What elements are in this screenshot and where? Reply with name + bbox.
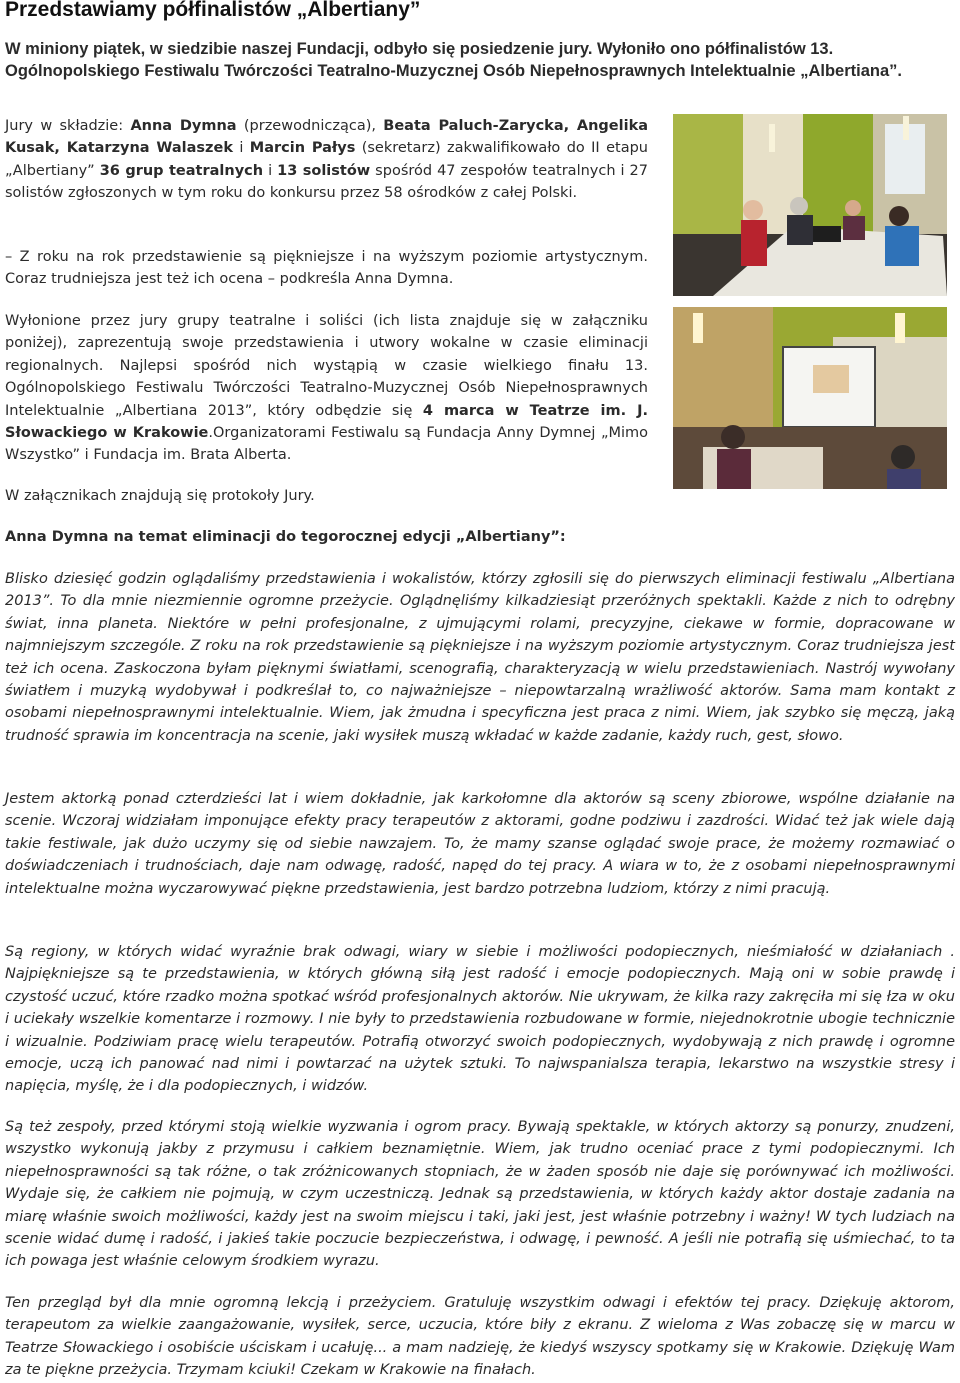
statement-paragraph-2: Jestem aktorką ponad czterdzieści lat i wiem dokładnie, jak karkołomne dla aktorów są sceny zbiorowe, wspólne działanie na scenie. Wczoraj widziałam imponujące efekty pracy terapeutów z aktorami, godne podziwu i zazdrości. Widać też jak wiele dają takie festiwale, jak dużo uczymy się od siebie nawzajem. To, że mamy szanse oglądać swoje prace, że możemy rozmawiać o doświadczeniach i trudnościach, daje nam odwagę, radość, napęd do tej pracy. A wiara w to, że z osobami niepełnosprawnymi intelektualne można wyczarowywać piękne przedstawienia, jest bardzo potrzebna ludziom, którzy z nimi pracują. [5,791,955,897]
statement-paragraph-5: Ten przegląd był dla mnie ogromną lekcją i przeżyciem. Gratuluję wszystkim odwagi i efektów tej pracy. Dziękuję aktorom, terapeutom za wielkie zaangażowanie, wysiłek, serce, uczucia, które biły z ekranu. Z wieloma z Was zobaczę się w marcu w Teatrze Słowackiego i osobiście uściskam i ucałuję... a mam nadzieję, że kiedyś wszyscy spotkamy się w Krakowie. Dziękuję Wam za te piękne przeżycia. Trzymam kciuki! Czekam w Krakowie na finałach. [5,1295,955,1379]
statement-paragraph-3: Są regiony, w których widać wyraźnie brak odwagi, wiary w siebie i możliwości podopiecznych, nieśmiałość w działaniach . Najpiękniejsze są te przedstawienia, w których główną siłą jest radość i emocje podopiecznych. Mają oni w sobie prawdę i czystość uczuć, które rzadko można spotkać wśród profesjonalnych aktorów. Nie ukrywam, że kilka razy zakręciła mi się łza w oku i uciekały wszelkie komentarze i rozmowy. I nie były to przedstawienia rozbudowane w formie, niejednokrotnie ubogie technicznie i wizualnie. Podziwiam pracę wielu terapeutów. Potrafią otworzyć swoich podopiecznych, wydobywają z nich prawdę i ogromne emocje, uczą ich panować nad nimi i powtarzać na użytek sztuki. To najwspanialsza terapia, lekarstwo na wszystkie stresy i napięcia, myślę, że i dla podopiecznych, i widzów. [5,944,955,1095]
finalists-paragraph: Wyłonione przez jury grupy teatralne i soliści (ich lista znajduje się w załączniku poniżej), zaprezentują swoje przedstawienia i utwory wokalne w czasie eliminacji regionalnych. Najlepsi spośród nich wystąpią w czasie wielkiego finału 13. Ogólnopolskiego Festiwalu Twórczości Teatralno-Muzycznej Osób Niepełnosprawnych Intelektualnie „Albertiana 2013”, który odbędzie się 4 marca w Teatrze im. J. Słowackiego w Krakowie.Organizatorami Festiwalu są Fundacja Anny Dymnej „Mimo Wszystko” i Fundacja im. Brata Alberta. [5,313,648,464]
jury-chair-name: Anna Dymna [130,118,237,134]
lead-paragraph: W miniony piątek, w siedzibie naszej Fundacji, odbyło się posiedzenie jury. Wyłoniło ono półfinalistów 13. Ogólnopolskiego Festiwalu Twórczości Teatralno-Muzycznej Osób Niepełnosprawnych Intelektualnie „Albertiana”. [5,40,902,80]
article-title: Przedstawiamy półfinalistów „Albertiany” [5,0,421,21]
jury-screening-photo [673,307,947,489]
theatre-groups-count: 36 grup teatralnych [99,162,264,179]
subheading: Anna Dymna na temat eliminacji do tegorocznej edycji „Albertiany”: [5,529,566,545]
jury-paragraph: Jury w składzie: Anna Dymna (przewodnicząca), Beata Paluch-Zarycka, Angelika Kusak, Katarzyna Walaszek i Marcin Pałys (sekretarz) zakwalifikowało do II etapu „Albertiany” 36 grup teatralnych i 13 solistów spośród 47 zespołów teatralnych i 27 solistów zgłoszonych w tym roku do konkursu przez 58 ośrodków z całej Polski. [5,118,649,202]
statement-paragraph-4: Są też zespoły, przed którymi stoją wielkie wyzwania i ogrom pracy. Bywają spektakle, w których aktorzy są ponurzy, znudzeni, wszystko wykonują jakby z przymusu i całkiem beznamiętnie. Wiem, jak trudno oceniać prace z tymi podopiecznymi. Ich niepełnosprawności są tak różne, o tak zróżnicowanych stopniach, że w żaden sposób nie daje się porównywać ich możliwości. Wydaje się, że całkiem nie pojmują, w czym uczestniczą. Jednak są przedstawienia, w których każdy aktor dostaje zadania na miarę właśnie swoich możliwości, każdy jest na swoim miejscu i taki, jaki jest, jest właśnie potrzebny i ważny! W tych ludziach na scenie widać dumę i radość, i jakieś takie poczucie bezpieczeństwa, i odwagę, i pewność. A jeśli nie potrafią się uśmiechać, to ta ich powaga jest właśnie celowym środkiem wyrazu. [5,1119,955,1270]
attachments-note: W załącznikach znajdują się protokoły Jury. [5,488,315,504]
quote-paragraph: – Z roku na rok przedstawienie są piękniejsze i na wyższym poziomie artystycznym. Coraz trudniejsza jest też ich ocena – podkreśla Anna Dymna. [5,249,648,288]
statement-paragraph-1: Blisko dziesięć godzin oglądaliśmy przedstawienia i wokalistów, którzy zgłosili się do pierwszych eliminacji festiwalu „Albertiana 2013”. To dla mnie niezmiennie ogromne przeżycie. Oglądnęliśmy kilkadziesiąt przeróżnych spektakli. Każde z nich to odrębny świat, inna planeta. Niektóre w pełni profesjonalne, z ujmującymi rolami, precyzyjne, ciekawe w formie, dopracowane w najmniejszym szczególe. Z roku na rok przedstawienie są piękniejsze i na wyższym poziomie artystycznym. Coraz trudniejsza jest też ich ocena. Zaskoczona byłam pięknymi światłami, scenografią, charakteryzacją w wielu przedstawieniach. Nastrój wywołany światłem i muzyką wydobywał i podkreślał to, co najważniejsze – niepowtarzalną wrażliwość aktorów. Sama mam kontakt z osobami niepełnosprawnymi intelektualnie. Wiem, jak żmudna i specyficzna jest praca z nimi. Wiem, jak szybko się męczą, jaką trudność sprawia im koncentracja na scenie, jaki wysiłek muszą wkładać w każde zadanie, każdy ruch, gest, słowo. [5,571,955,744]
jury-secretary-name: Marcin Pałys [249,140,356,157]
soloists-count: 13 solistów [277,162,371,179]
jury-members-names: Beata Paluch-Zarycka, Angelika Kusak, Katarzyna Walaszek [5,118,649,157]
final-date-venue: 4 marca w Teatrze im. J. Słowackiego w Krakowie [5,402,648,442]
jury-meeting-photo [673,114,947,296]
